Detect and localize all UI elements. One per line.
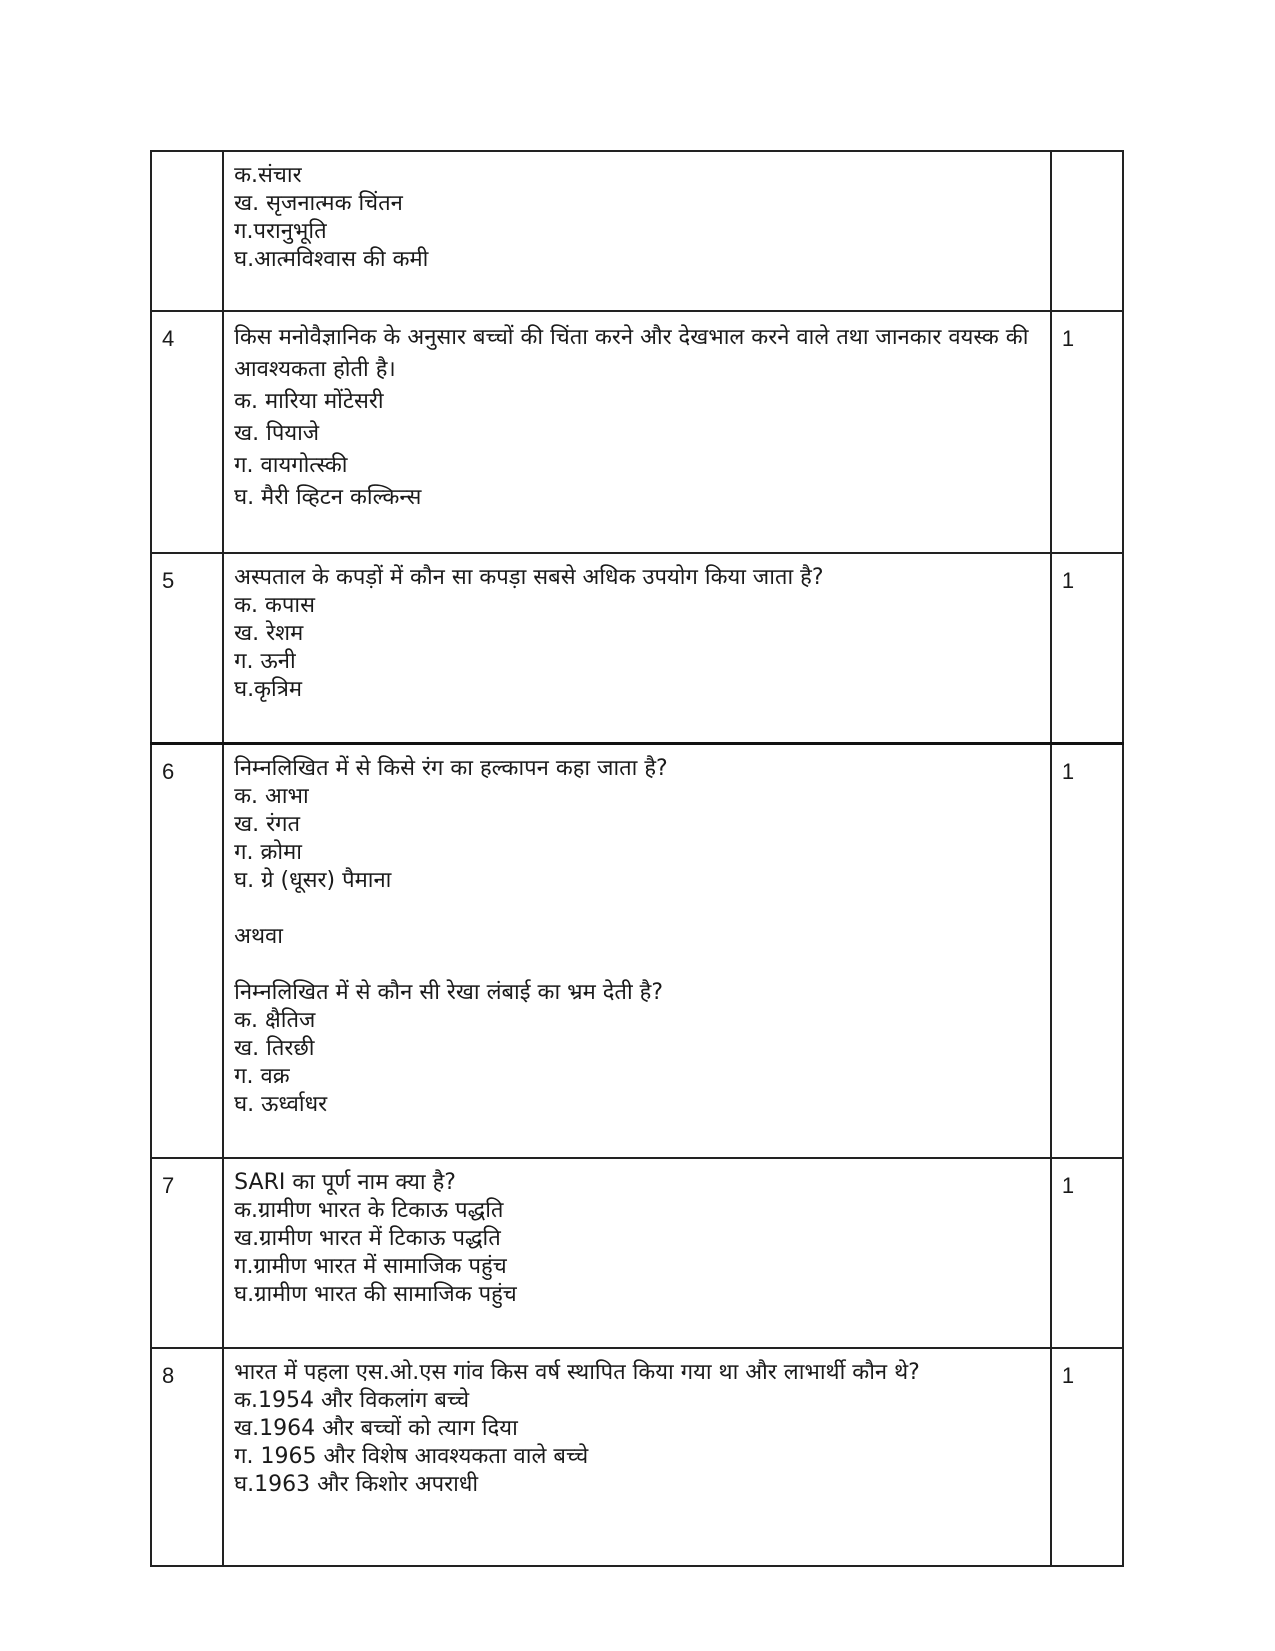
option-line: ख. तिरछी xyxy=(234,1036,315,1061)
question-marks: 1 xyxy=(1051,1158,1123,1348)
question-marks xyxy=(1051,151,1123,311)
table-row xyxy=(151,1158,1123,1348)
question-cell xyxy=(223,151,1051,311)
option-line: ग. क्रोमा xyxy=(234,840,302,865)
table-row xyxy=(151,1348,1123,1566)
option-line: क.संचार xyxy=(234,163,302,188)
question-number: 4 xyxy=(151,311,223,553)
question-marks: 1 xyxy=(1051,553,1123,744)
option-line: ख. पियाजे xyxy=(234,421,320,446)
table-row xyxy=(151,744,1123,1159)
question-cell xyxy=(223,553,1051,744)
question-marks: 1 xyxy=(1051,311,1123,553)
option-line: घ.कृत्रिम xyxy=(234,677,303,702)
question-cell xyxy=(223,311,1051,553)
question-marks: 1 xyxy=(1051,744,1123,1159)
question-cell xyxy=(223,744,1051,1159)
option-line: ग. ऊनी xyxy=(234,649,296,674)
spacer xyxy=(234,951,1040,979)
option-line: घ. ग्रे (धूसर) पैमाना xyxy=(234,868,392,893)
option-line: घ.ग्रामीण भारत की सामाजिक पहुंच xyxy=(234,1282,517,1307)
option-line: क.ग्रामीण भारत के टिकाऊ पद्धति xyxy=(234,1198,504,1223)
option-line: घ.आत्मविश्वास की कमी xyxy=(234,247,429,272)
question-text: निम्नलिखित में से कौन सी रेखा लंबाई का भ्रम देती है? xyxy=(234,980,664,1005)
option-line: क. आभा xyxy=(234,784,309,809)
option-line: ग.ग्रामीण भारत में सामाजिक पहुंच xyxy=(234,1254,507,1279)
question-text: किस मनोवैज्ञानिक के अनुसार बच्चों की चिंता करने और देखभाल करने वाले तथा जानकार वयस्क की आवश्यकता होती है। xyxy=(234,325,1029,382)
question-number: 8 xyxy=(151,1348,223,1566)
or-label: अथवा xyxy=(234,924,283,949)
table-row xyxy=(151,151,1123,311)
question-text: SARI का पूर्ण नाम क्या है? xyxy=(234,1170,456,1195)
question-number: 7 xyxy=(151,1158,223,1348)
option-line: ग. वायगोत्स्की xyxy=(234,453,348,478)
option-line: ग.परानुभूति xyxy=(234,219,327,244)
option-line: ख.ग्रामीण भारत में टिकाऊ पद्धति xyxy=(234,1226,501,1251)
question-text: अस्पताल के कपड़ों में कौन सा कपड़ा सबसे अधिक उपयोग किया जाता है? xyxy=(234,565,824,590)
table-row xyxy=(151,553,1123,744)
question-table xyxy=(150,150,1124,1567)
option-line: क. मारिया मोंटेसरी xyxy=(234,389,384,414)
option-line: घ. मैरी व्हिटन कल्किन्स xyxy=(234,485,422,510)
option-line: ख. रेशम xyxy=(234,621,304,646)
question-text: भारत में पहला एस.ओ.एस गांव किस वर्ष स्थापित किया गया था और लाभार्थी कौन थे? xyxy=(234,1360,920,1385)
question-text: निम्नलिखित में से किसे रंग का हल्कापन कहा जाता है? xyxy=(234,756,668,781)
option-line: घ.1963 और किशोर अपराधी xyxy=(234,1472,479,1497)
question-cell xyxy=(223,1158,1051,1348)
option-line: ग. 1965 और विशेष आवश्यकता वाले बच्चे xyxy=(234,1444,589,1469)
option-line: क. कपास xyxy=(234,593,315,618)
option-line: ख. रंगत xyxy=(234,812,301,837)
table-row xyxy=(151,311,1123,553)
question-number: 6 xyxy=(151,744,223,1159)
option-line: ख. सृजनात्मक चिंतन xyxy=(234,191,403,216)
question-marks: 1 xyxy=(1051,1348,1123,1566)
option-line: क.1954 और विकलांग बच्चे xyxy=(234,1388,470,1413)
question-cell xyxy=(223,1348,1051,1566)
question-number xyxy=(151,151,223,311)
question-number: 5 xyxy=(151,553,223,744)
option-line: ग. वक्र xyxy=(234,1064,290,1089)
option-line: ख.1964 और बच्चों को त्याग दिया xyxy=(234,1416,518,1441)
spacer xyxy=(234,895,1040,923)
option-line: क. क्षैतिज xyxy=(234,1008,316,1033)
option-line: घ. ऊर्ध्वाधर xyxy=(234,1092,328,1117)
